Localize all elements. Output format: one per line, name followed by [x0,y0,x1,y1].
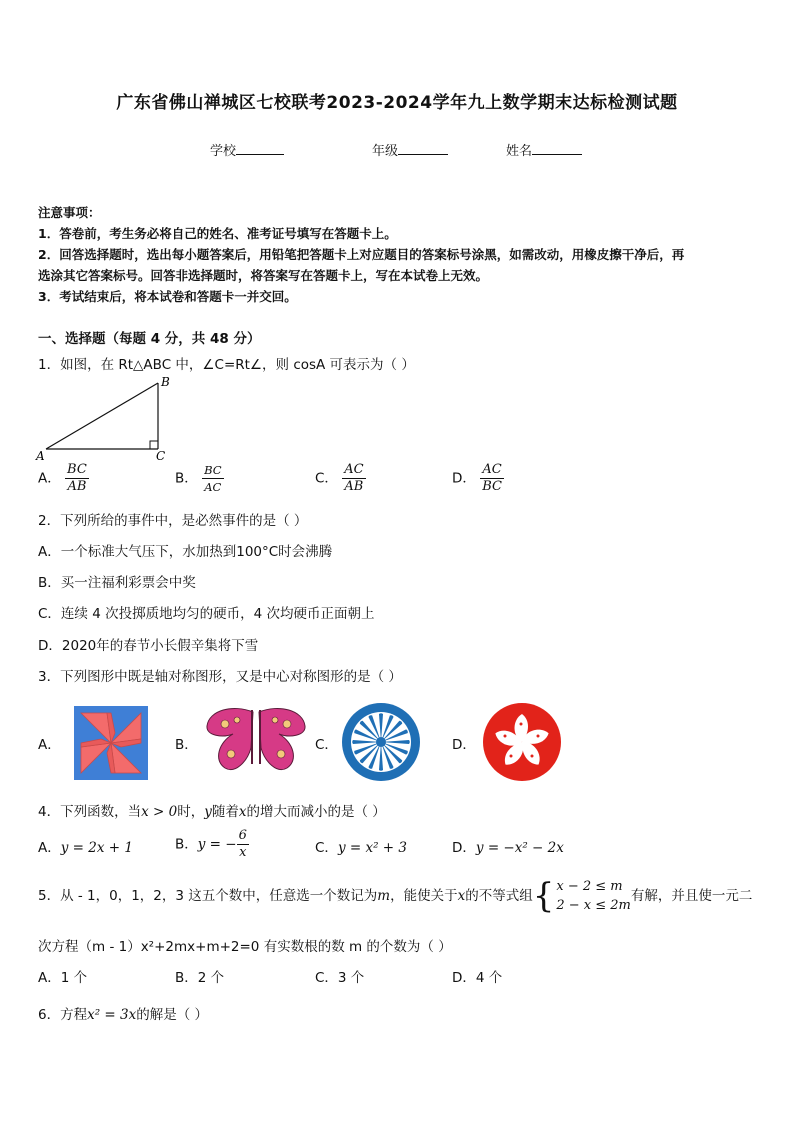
grade-blank[interactable] [398,142,448,155]
q1-option-a[interactable] [38,462,89,495]
q3-option-c-letter[interactable]: C． [315,737,338,753]
q2-option-b[interactable]: B．买一注福利彩票会中奖 [38,575,196,591]
grade-field [372,140,448,159]
q3-option-b-letter[interactable]: B． [175,737,198,753]
notice-heading: 注意事项： [38,205,101,220]
notice [38,202,768,307]
notice-item: 2．回答选择题时，选出每小题答案后，用铅笔把答题卡上对应题目的答案标号涂黑，如需改动，用橡皮擦干净后，再 [38,247,685,262]
var-x: x [457,888,466,904]
notice-item: 1．答卷前，考生务必将自己的姓名、准考证号填写在答题卡上。 [38,226,397,241]
numerator: BC [204,463,222,477]
q2-option-d[interactable]: D．2020年的春节小长假辛集将下雪 [38,638,259,654]
question-3-stem: 3．下列图形中既是轴对称图形，又是中心对称图形的是（ ） [38,669,402,685]
numerator: AC [482,462,502,477]
condition-math: x > 0 [141,804,178,820]
brace-symbol: { [532,876,555,916]
q2-option-c[interactable]: C．连续 4 次投掷质地均匀的硬币，4 次均硬币正面朝上 [38,606,375,622]
stem-text: 的不等式组 [465,888,533,904]
stem-text: 5．从 - 1，0，1，2，3 这五个数中，任意选一个数记为 [38,888,378,904]
school-blank[interactable] [236,142,284,155]
denominator: AC [204,480,222,494]
stem-text: 有解，并且使一元二 [630,888,753,904]
butterfly-pair-image[interactable] [203,704,309,782]
option-letter: D． [452,470,476,487]
option-letter: B． [175,836,198,853]
numerator: BC [67,462,87,477]
q4-option-c[interactable] [315,836,407,856]
fraction [202,462,223,495]
inequality-1: x − 2 ≤ m [556,879,623,894]
q1-option-c[interactable] [315,462,366,495]
option-math: y = 2x + 1 [60,840,133,856]
q3-option-d-letter[interactable]: D． [452,737,476,753]
stem-text: 时， [177,804,205,820]
vertex-b-label: B [161,375,170,389]
numerator: AC [344,462,364,477]
stem-text: 6．方程 [38,1007,88,1023]
q1-option-d[interactable] [452,462,504,495]
var-m: m [377,888,391,904]
vertex-c-label: C [156,449,166,463]
option-math: y = −x² − 2x [475,840,564,856]
denominator: x [239,845,247,860]
q4-option-a[interactable] [38,836,133,856]
stem-text: ，能使关于 [390,888,458,904]
stem-text: 的增大而减小的是（ ） [246,804,386,820]
option-letter: B． [175,470,198,487]
question-4-stem [38,800,386,820]
option-letter: C． [315,470,338,487]
question-5-stem-line2: 次方程（m - 1）x²+2mx+m+2=0 有实数根的数 m 的个数为（ ） [38,939,452,955]
q3-option-a-letter[interactable]: A． [38,737,61,753]
denominator: AB [67,479,87,494]
notice-item: 选涂其它答案标号。回答非选择题时，将答案写在答题卡上，写在本试卷上无效。 [38,268,489,283]
inequality-2: 2 − x ≤ 2m [556,898,631,913]
q4-option-d[interactable] [452,836,564,856]
question-5-stem [38,877,752,915]
q5-option-d[interactable]: D．4 个 [452,970,503,986]
q2-option-a[interactable]: A．一个标准大气压下，水加热到100°C时会沸腾 [38,544,333,560]
q1-option-b[interactable] [175,462,224,495]
fraction [65,462,89,495]
question-6-stem [38,1003,208,1023]
fraction [237,828,249,861]
inequality-system [533,877,631,915]
stem-text: 4．下列函数，当 [38,804,142,820]
triangle-figure [34,370,184,465]
question-2-stem: 2．下列所给的事件中，是必然事件的是（ ） [38,513,308,529]
fraction [342,462,365,495]
chrysanthemum-emblem-image[interactable] [341,702,421,782]
var-y: y [204,804,212,820]
notice-item: 3．考试结束后，将本试卷和答题卡一并交回。 [38,289,297,304]
q5-option-b[interactable]: B．2 个 [175,970,225,986]
section-heading: 一、选择题（每题 4 分，共 48 分） [38,331,261,347]
school-label: 学校 [210,144,237,159]
question-1-stem: 1．如图，在 Rt△ABC 中，∠C=Rt∠，则 cosA 可表示为（ ） [38,357,415,373]
option-math: y = − [197,836,237,853]
numerator: 6 [238,828,247,843]
option-letter: A． [38,470,61,487]
grade-label: 年级 [372,144,399,159]
q5-option-c[interactable]: C．3 个 [315,970,365,986]
school-field [210,140,284,159]
option-letter: C． [315,840,338,856]
var-x: x [238,804,247,820]
name-label: 姓名 [506,144,533,159]
denominator: AB [344,479,364,494]
name-blank[interactable] [532,142,582,155]
stem-text: 随着 [211,804,239,820]
equation-math: x² = 3x [87,1007,137,1023]
pinwheel-image[interactable] [74,706,148,780]
option-letter: D． [452,840,476,856]
fraction [480,462,504,495]
q5-option-a[interactable]: A．1 个 [38,970,88,986]
vertex-a-label: A [36,449,45,463]
stem-text: 的解是（ ） [136,1007,209,1023]
page-title: 广东省佛山禅城区七校联考2023-2024学年九上数学期末达标检测试题 [116,93,678,113]
q4-option-b[interactable] [175,828,249,861]
option-math: y = x² + 3 [337,840,407,856]
name-field [506,140,582,159]
option-letter: A． [38,840,61,856]
bauhinia-flag-image[interactable] [482,702,562,782]
denominator: BC [482,479,502,494]
